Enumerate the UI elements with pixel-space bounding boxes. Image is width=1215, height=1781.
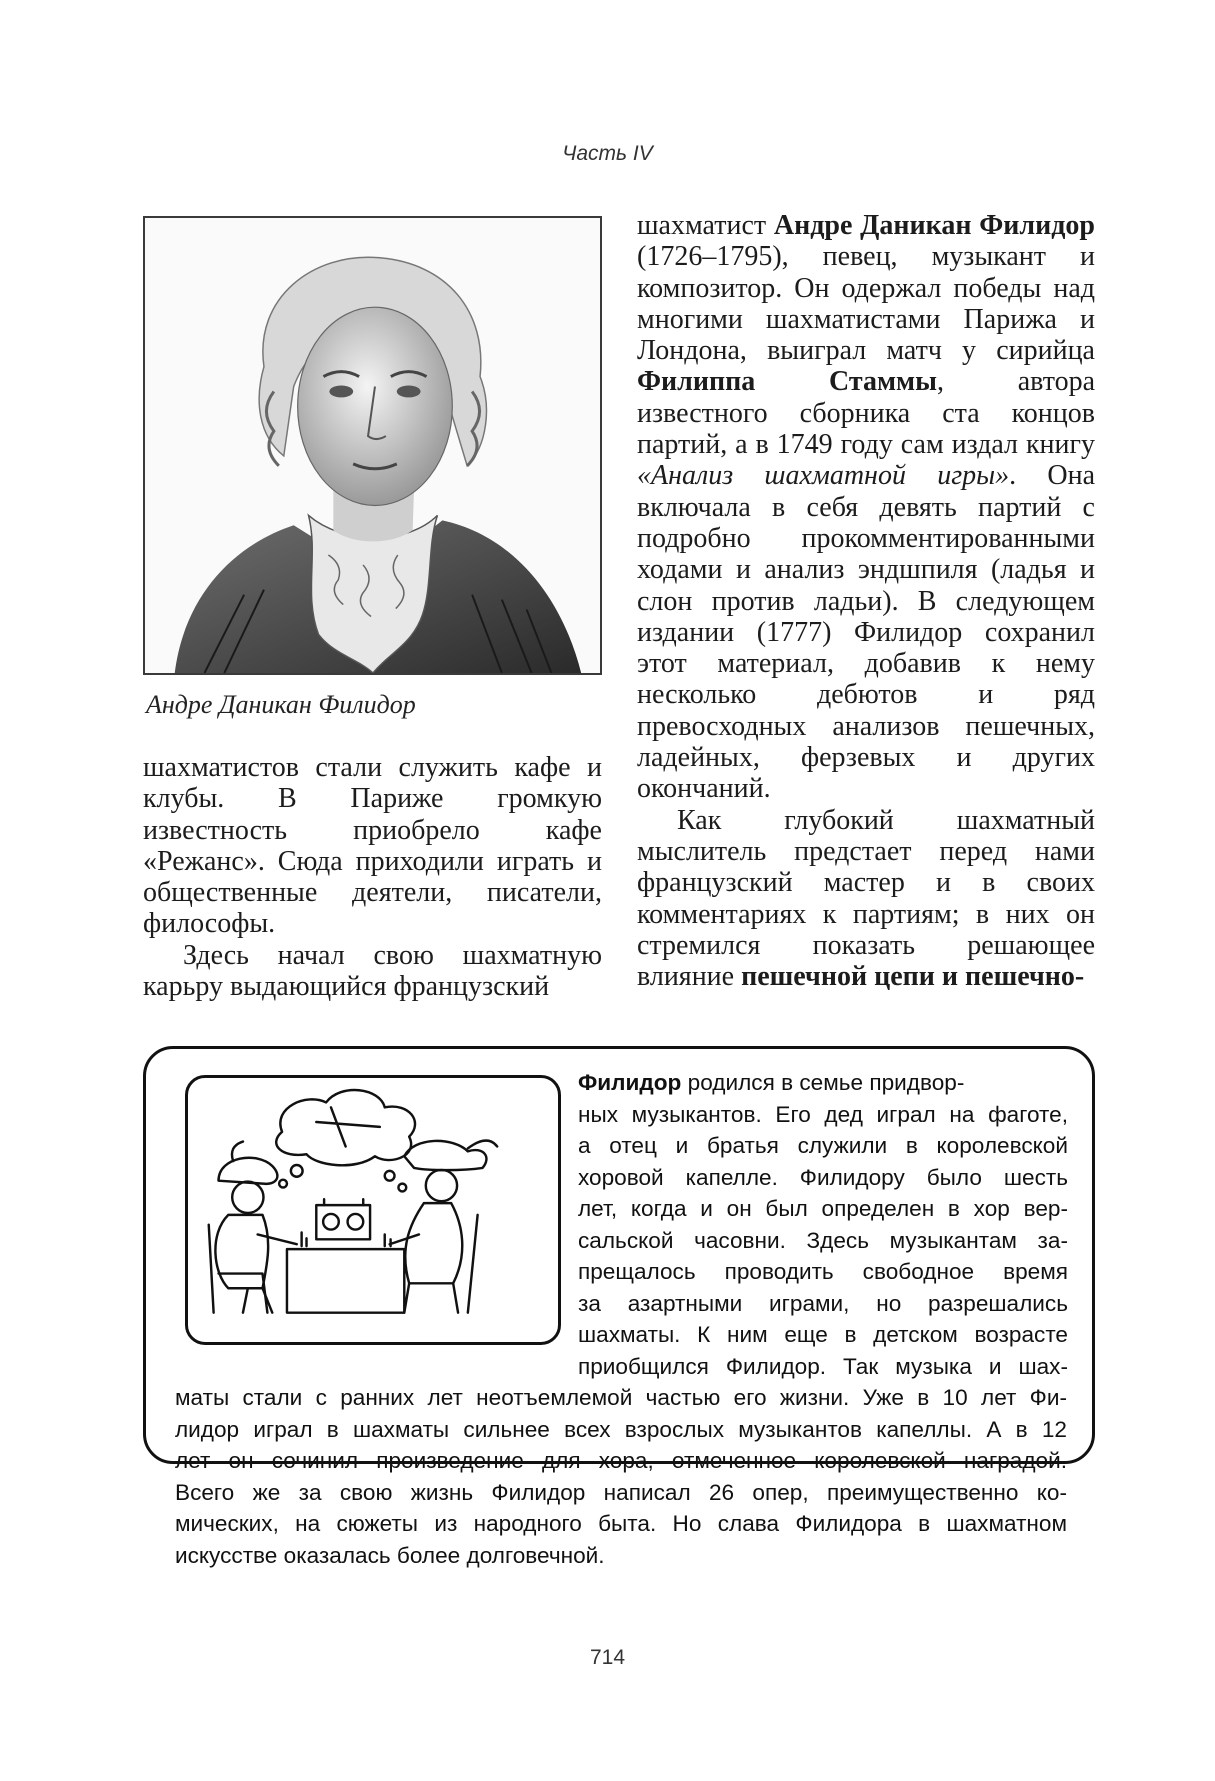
person-name: Андре Даникан Филидор [773, 210, 1095, 241]
text-line: мических, на сюжеты из народного быта. Но слава Филидора в шахматном [175, 1511, 1067, 1536]
text-line: сальской часовни. Здесь музыкантам за- [578, 1227, 1068, 1253]
left-paragraph-1: шахматистов стали служить кафе и клубы. В Париже громкую известность приобрело кафе «Режанс». Сюда приходили играть и общественные деятели, писатели, философы. [143, 752, 602, 940]
text-run: (1726–1795), певец, музыкант и композитор. Он одержал победы над многими шахматистами Парижа и Лондона, выиграл матч у сирийца [637, 241, 1095, 367]
text-line: шахматы. К ним еще в детском возрасте [578, 1322, 1068, 1347]
text-run: . Она включала в себя девять партий с подробно прокомментированными ходами и анализ эндшпиля (ладья и слон против ладьи). В следующем издании (1777) Филидор сохранил этот материал, добавив к нему несколько дебютов и ряд превосходных анализов пешечных, ладейных, ферзевых и других окончаний. [637, 460, 1095, 805]
text-run: шахматист [637, 210, 767, 241]
text-line [578, 1067, 1068, 1099]
person-name: Филидор [578, 1070, 682, 1095]
text-run: родился в семье придвор- [681, 1070, 965, 1095]
text-line: лидор играл в шахматы сильнее всех взрослых музыкантов капеллы. А в 12 [175, 1416, 1067, 1442]
text-run: Как глубокий шахматный мыслитель предстает перед нами французский мастер и в своих комментариях к партиям; в них он стремился показать решающее влияние [637, 804, 1095, 993]
text-line: маты стали с ранних лет неотъемлемой частью его жизни. Уже в 10 лет Фи- [175, 1385, 1067, 1410]
page-number: 714 [589, 1646, 626, 1669]
chess-players-illustration [185, 1075, 561, 1345]
text-line: приобщился Филидор. Так музыка и шах- [578, 1353, 1068, 1379]
person-name: Филиппа Стаммы [637, 366, 937, 398]
text-line: Всего же за свою жизнь Филидор написал 26 опер, преимущественно ко- [175, 1479, 1067, 1505]
bold-term: пешечной цепи и пешечно- [741, 961, 1085, 993]
right-paragraph-1 [637, 210, 1095, 805]
text-line: лет он сочинил произведение для хора, отмеченное королевской наградой. [175, 1448, 1067, 1473]
text-line: хоровой капелле. Филидору было шесть [578, 1164, 1068, 1190]
left-column-text [143, 752, 602, 1002]
left-paragraph-2: Здесь начал свою шахматную карьру выдающийся французский [143, 939, 602, 1003]
right-paragraph-2 [637, 805, 1095, 993]
inset-text-full [175, 1382, 1067, 1571]
portrait-image [143, 216, 602, 675]
text-line: а отец и братья служили в королевской [578, 1133, 1068, 1158]
text-line: ных музыкантов. Его дед играл на фаготе, [578, 1101, 1068, 1127]
right-column-text [637, 210, 1095, 992]
running-header: Часть IV [562, 142, 653, 165]
text-line: прещалось проводить свободное время [578, 1259, 1068, 1284]
text-line: лет, когда и он был определен в хор вер- [578, 1196, 1068, 1221]
book-title: «Анализ шахматной игры» [637, 460, 1010, 492]
text-line: за азартными играми, но разрешались [578, 1290, 1068, 1316]
text-line: искусстве оказалась более долговечной. [175, 1542, 605, 1568]
portrait-caption: Андре Даникан Филидор [146, 690, 416, 719]
inset-text-right [578, 1067, 1068, 1382]
text-run: , автора известного сборника ста концов партий, а в 1749 году сам издал книгу [637, 366, 1095, 461]
